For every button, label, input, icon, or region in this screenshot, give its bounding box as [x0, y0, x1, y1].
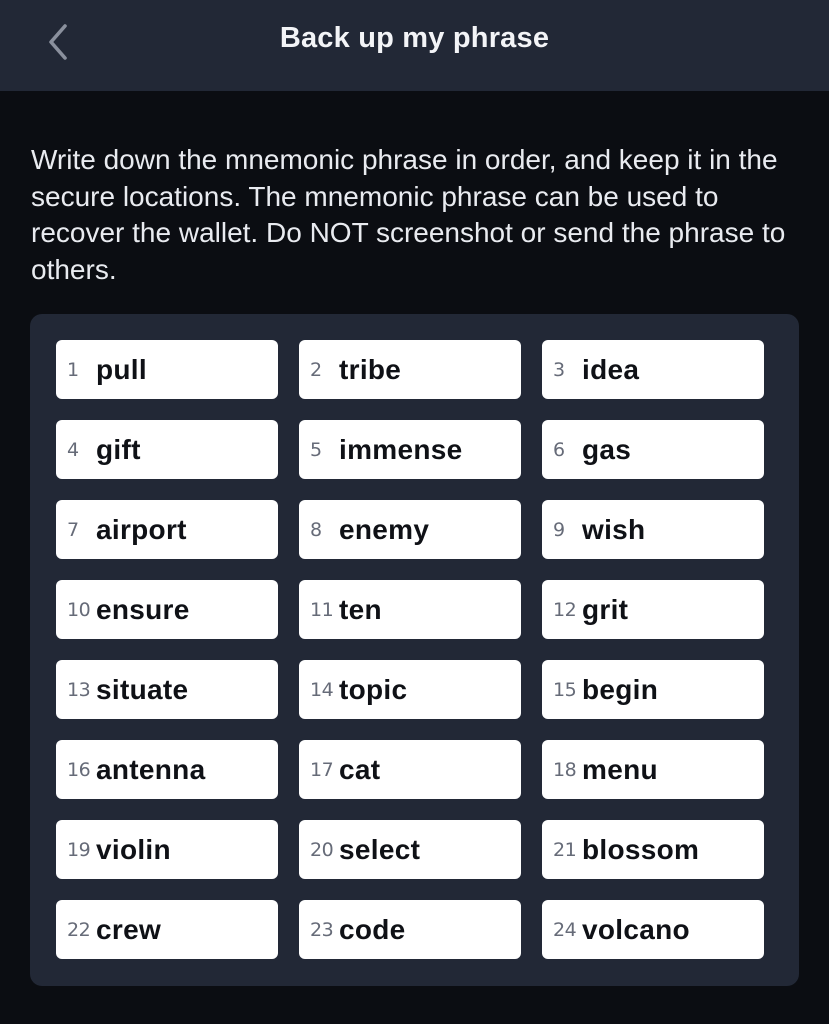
word-index: 22: [67, 918, 91, 941]
mnemonic-word: pull: [96, 353, 147, 385]
mnemonic-word: begin: [582, 673, 659, 705]
mnemonic-word-cell: [299, 820, 521, 879]
mnemonic-word: wish: [582, 513, 646, 545]
top-nav-bar: [0, 0, 829, 91]
mnemonic-word: crew: [96, 913, 162, 945]
word-index: 12: [553, 598, 577, 621]
mnemonic-word-cell: [56, 820, 278, 879]
mnemonic-word-cell: [299, 660, 521, 719]
mnemonic-word-cell: [56, 340, 278, 399]
mnemonic-word: grit: [582, 593, 629, 625]
mnemonic-word: blossom: [582, 833, 700, 865]
word-index: 14: [310, 678, 334, 701]
mnemonic-word: enemy: [339, 513, 430, 545]
word-index: 8: [310, 518, 322, 541]
mnemonic-phrase-panel: [30, 314, 799, 986]
mnemonic-word: topic: [339, 673, 408, 705]
word-index: 4: [67, 438, 79, 461]
mnemonic-word: antenna: [96, 753, 206, 785]
mnemonic-word: select: [339, 833, 421, 865]
word-index: 15: [553, 678, 577, 701]
mnemonic-word-cell: [299, 740, 521, 799]
word-index: 20: [310, 838, 334, 861]
mnemonic-word-cell: [542, 900, 764, 959]
mnemonic-word: gift: [96, 433, 141, 465]
word-index: 5: [310, 438, 322, 461]
mnemonic-word-cell: [299, 340, 521, 399]
mnemonic-word: airport: [96, 513, 187, 545]
mnemonic-word-cell: [542, 500, 764, 559]
mnemonic-word: code: [339, 913, 406, 945]
word-index: 17: [310, 758, 334, 781]
word-index: 7: [67, 518, 79, 541]
mnemonic-word: cat: [339, 753, 381, 785]
mnemonic-word: ensure: [96, 593, 190, 625]
word-index: 6: [553, 438, 565, 461]
word-index: 9: [553, 518, 565, 541]
mnemonic-word-cell: [299, 580, 521, 639]
word-index: 23: [310, 918, 334, 941]
mnemonic-word: tribe: [339, 353, 402, 385]
mnemonic-word: situate: [96, 673, 189, 705]
word-index: 2: [310, 358, 322, 381]
mnemonic-word-cell: [56, 900, 278, 959]
word-index: 19: [67, 838, 91, 861]
mnemonic-word: volcano: [582, 913, 690, 945]
mnemonic-word: gas: [582, 433, 632, 465]
mnemonic-word-cell: [299, 500, 521, 559]
word-index: 24: [553, 918, 577, 941]
word-index: 3: [553, 358, 565, 381]
mnemonic-word-cell: [56, 420, 278, 479]
word-index: 10: [67, 598, 91, 621]
mnemonic-word-cell: [299, 900, 521, 959]
mnemonic-word-cell: [542, 340, 764, 399]
word-index: 16: [67, 758, 91, 781]
mnemonic-word: immense: [339, 433, 463, 465]
mnemonic-word-cell: [542, 660, 764, 719]
page-title: Back up my phrase: [279, 22, 550, 54]
mnemonic-word-cell: [299, 420, 521, 479]
mnemonic-word-cell: [542, 820, 764, 879]
mnemonic-word-cell: [56, 740, 278, 799]
mnemonic-word: violin: [96, 833, 171, 865]
mnemonic-word-cell: [542, 580, 764, 639]
mnemonic-word: menu: [582, 753, 658, 785]
mnemonic-word-cell: [542, 420, 764, 479]
word-index: 21: [553, 838, 577, 861]
mnemonic-word-grid: [56, 340, 764, 959]
mnemonic-word: ten: [339, 593, 382, 625]
word-index: 13: [67, 678, 91, 701]
mnemonic-word-cell: [56, 500, 278, 559]
word-index: 11: [310, 598, 334, 621]
word-index: 1: [67, 358, 79, 381]
word-index: 18: [553, 758, 577, 781]
mnemonic-word: idea: [582, 353, 640, 385]
mnemonic-word-cell: [542, 740, 764, 799]
mnemonic-word-cell: [56, 660, 278, 719]
backup-instructions: Write down the mnemonic phrase in order, and keep it in the secure locations. The mnemonic phrase can be used to recover the wallet. Do NOT screenshot or send the phrase to others.: [31, 144, 786, 285]
mnemonic-word-cell: [56, 580, 278, 639]
